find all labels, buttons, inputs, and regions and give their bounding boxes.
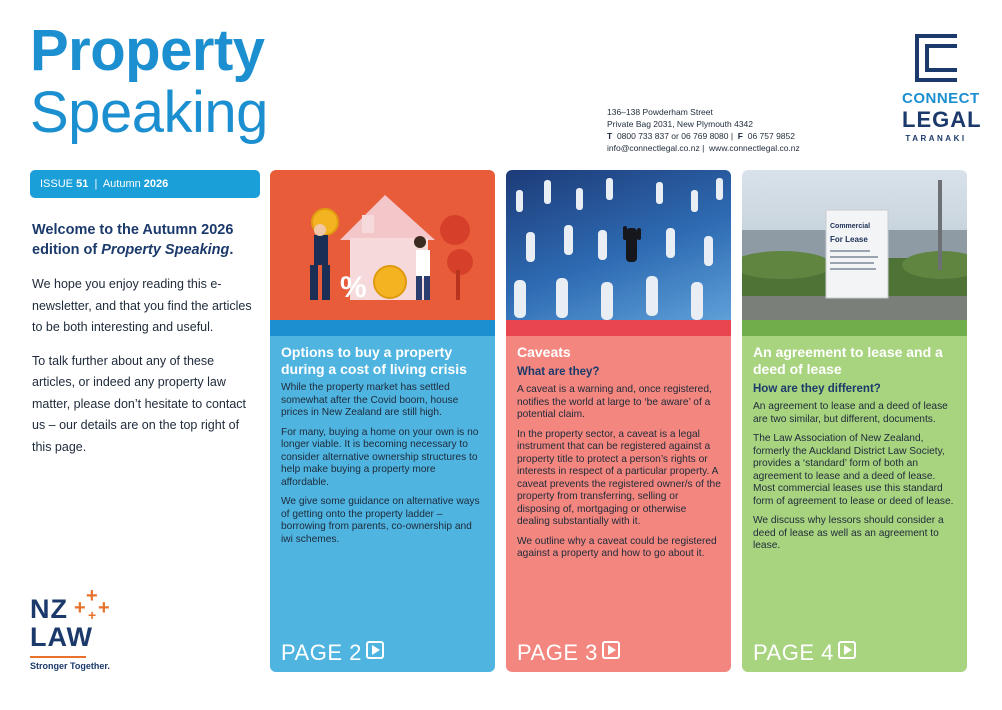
page-link-2[interactable] xyxy=(281,640,384,666)
article-card-property-options[interactable] xyxy=(270,170,495,672)
issue-bar: ISSUE 51 | Autumn 2026 xyxy=(30,170,260,198)
page-link-3[interactable] xyxy=(517,640,620,666)
plus-icon: + xyxy=(86,585,98,607)
connect-legal-mark-icon xyxy=(915,34,957,82)
page-link-label: PAGE 3 xyxy=(517,640,598,665)
issue-number: 51 xyxy=(76,178,89,190)
issue-year: 2026 xyxy=(143,178,169,190)
card-strip xyxy=(506,320,731,336)
arrow-right-icon xyxy=(602,641,620,659)
nzlaw-line2: LAW xyxy=(30,622,93,652)
card-paragraph: An agreement to lease and a deed of lease are two similar, but different, documents. xyxy=(753,401,948,425)
connect-legal-logo xyxy=(902,34,982,154)
card-strip xyxy=(742,320,967,336)
contact-email-link[interactable]: info@connectlegal.co.nz xyxy=(607,143,700,153)
card-strip xyxy=(270,320,495,336)
card-paragraph: We give some guidance on alternative ways of getting onto the property ladder – borrowing from parents, co-ownership and iwi schemes. xyxy=(281,496,480,545)
card-title: Options to buy a property during a cost of living crisis xyxy=(281,344,467,377)
card-paragraph: While the property market has settled somewhat after the Covid boom, house prices in New Zealand are still high. xyxy=(281,382,459,418)
contact-web-line: info@connectlegal.co.nz | www.connectlegal.co.nz xyxy=(607,143,800,153)
lease-sign-text-2: For Lease xyxy=(830,235,868,244)
for-lease-sign-photo xyxy=(742,170,967,320)
masthead-title-line2: Speaking xyxy=(30,80,268,145)
plus-icon: + xyxy=(98,597,110,619)
article-card-caveats[interactable] xyxy=(506,170,731,672)
card-title: Caveats xyxy=(517,344,571,360)
card-body xyxy=(742,336,967,672)
page-link-label: PAGE 4 xyxy=(753,640,834,665)
contact-address2: Private Bag 2031, New Plymouth 4342 xyxy=(607,119,754,129)
card-body xyxy=(506,336,731,672)
nzlaw-tagline: Stronger Together. xyxy=(30,661,110,671)
arrow-right-icon xyxy=(366,641,384,659)
intro-text xyxy=(32,274,257,470)
issue-season: Autumn xyxy=(102,178,141,190)
intro-paragraph-1: We hope you enjoy reading this e-newsletter, and that you find the articles to be both interesting and useful. xyxy=(32,277,252,334)
card-paragraph: The Law Association of New Zealand, formerly the Auckland District Law Society, provides a ‘standard’ form of both an agreement to lease and a deed of lease. Most commercial leases use this standard form of agreement to lease or deed of lease. xyxy=(753,433,954,507)
nz-law-logo xyxy=(30,586,140,676)
contact-block xyxy=(607,106,800,154)
masthead-title-line1: Property xyxy=(30,18,265,83)
card-paragraph: We discuss why lessors should consider a deed of lease as well as an agreement to lease. xyxy=(753,515,944,551)
contact-phone[interactable]: 0800 733 837 or 06 769 8080 xyxy=(616,131,729,141)
welcome-heading-title: Property Speaking xyxy=(101,242,230,258)
logo-line3: TARANAKI xyxy=(905,134,967,143)
fax-prefix: F xyxy=(737,131,743,141)
card-title: An agreement to lease and a deed of lease xyxy=(753,344,943,377)
contact-fax: 06 757 9852 xyxy=(747,131,795,141)
article-card-lease[interactable] xyxy=(742,170,967,672)
card-subtitle: How are they different? xyxy=(753,383,881,395)
logo-line1: CONNECT xyxy=(902,90,980,107)
contact-phone-line: T 0800 733 837 or 06 769 8080 | F 06 757 9852 xyxy=(607,131,795,141)
welcome-heading-suffix: . xyxy=(229,242,234,258)
page-link-4[interactable] xyxy=(753,640,856,666)
lease-sign-text-1: Commercial xyxy=(830,223,871,230)
nzlaw-underline xyxy=(30,656,86,658)
page-link-label: PAGE 2 xyxy=(281,640,362,665)
house-coins-illustration xyxy=(270,170,495,320)
logo-line2: LEGAL xyxy=(902,107,982,132)
welcome-heading-prefix: Welcome to the Autumn 2026 edition of xyxy=(32,222,234,258)
raised-hands-photo xyxy=(506,170,731,320)
card-paragraph: For many, buying a home on your own is no longer viable. It is becoming necessary to consider alternative ownership structures to help make buying a property more affordable. xyxy=(281,426,479,488)
welcome-heading xyxy=(32,220,257,260)
card-paragraph: A caveat is a warning and, once registered, notifies the world at large to ‘be aware’ of a potential claim. xyxy=(517,384,712,420)
plus-icon: + xyxy=(88,607,97,623)
card-subtitle: What are they? xyxy=(517,366,600,378)
card-body xyxy=(270,336,495,672)
contact-address1: 136–138 Powderham Street xyxy=(607,107,713,117)
svg-text:%: % xyxy=(340,271,367,304)
arrow-right-icon xyxy=(838,641,856,659)
nzlaw-line1: NZ xyxy=(30,594,68,624)
card-paragraph: We outline why a caveat could be registered against a property and how to go about it. xyxy=(517,535,717,559)
card-paragraph: In the property sector, a caveat is a legal instrument that can be registered against a property title to protect a person’s rights or interests in respect of a particular property. A caveat prevents the registered owner/s of the property from transferring, selling or disposing of, mortgaging or otherwise dealing substantially with it. xyxy=(517,428,721,527)
plus-icon: + xyxy=(74,597,86,619)
issue-label: ISSUE xyxy=(40,178,74,190)
contact-website-link[interactable]: www.connectlegal.co.nz xyxy=(709,143,800,153)
phone-prefix: T xyxy=(607,131,613,141)
intro-paragraph-2: To talk further about any of these articles, or indeed any property law matter, please don’t hesitate to contact us – our details are on the top right of this page. xyxy=(32,353,247,454)
